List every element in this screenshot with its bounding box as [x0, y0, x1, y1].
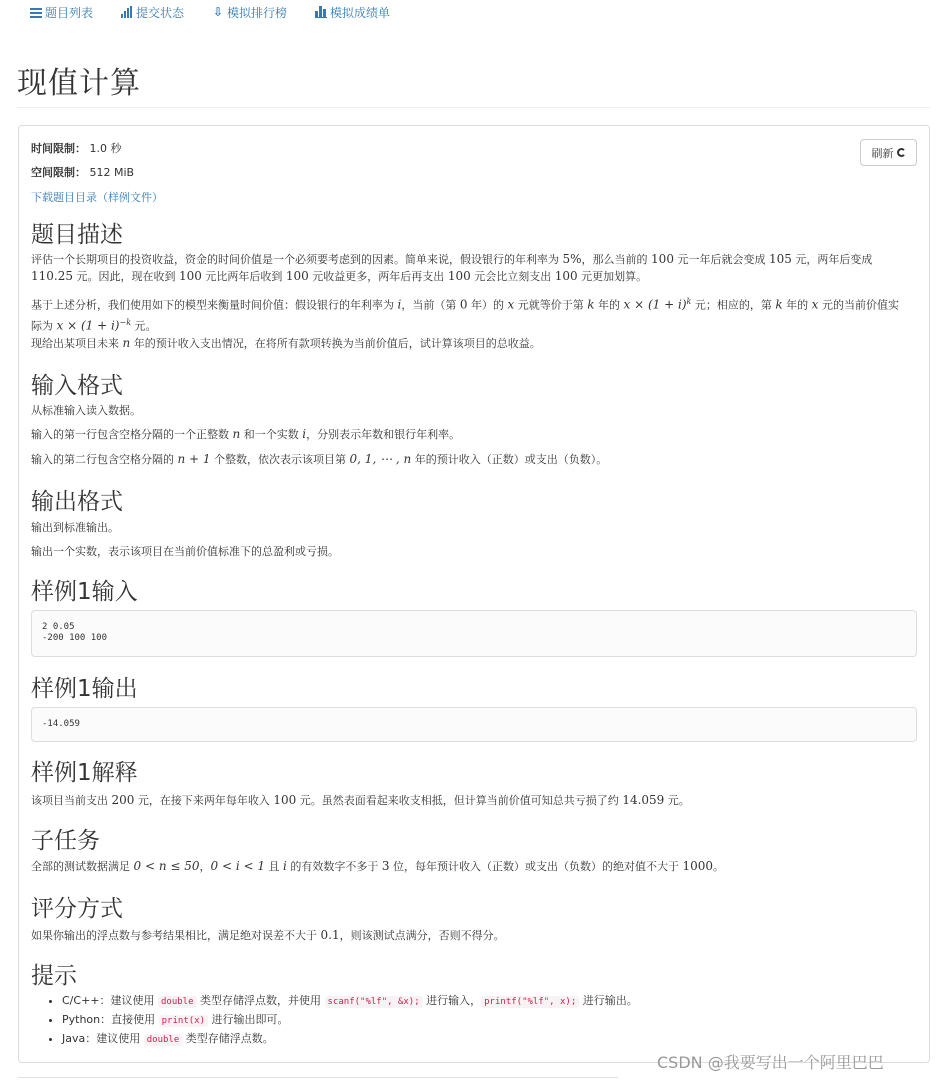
math: 1000 [682, 859, 714, 873]
math: x [811, 297, 819, 312]
text: 元，两年后变成 [791, 253, 873, 266]
sample-input-line-2: -200 100 100 [42, 633, 108, 643]
math: i [397, 297, 402, 312]
sample-output-block [31, 707, 917, 742]
text: 现给出某项目未来 [31, 337, 123, 350]
nav-mock-scores[interactable] [315, 4, 390, 21]
text: 年的 [782, 298, 812, 312]
nav-submission-status-label: 提交状态 [136, 5, 185, 20]
text: C/C++：建议使用 [62, 994, 158, 1007]
text: 的有效数字不多于 [286, 860, 382, 873]
text: 年的预计收入支出情况，在将所有款项转换为当前价值后，试计算该项目的总收益。 [130, 337, 541, 350]
download-link[interactable]: 下载题目目录（样例文件） [31, 191, 163, 204]
text: 元会比立刻支出 [470, 270, 555, 283]
subtask-paragraph [31, 858, 901, 875]
signal-icon [121, 6, 133, 18]
code: double [158, 996, 197, 1008]
text: 年）的 [467, 298, 508, 312]
input-heading: 输入格式 [31, 373, 123, 399]
scoring-paragraph [31, 927, 901, 944]
math: x [507, 297, 515, 312]
text: 该项目当前支出 [31, 794, 112, 807]
math: 5% [562, 252, 582, 266]
math: 100 [273, 793, 297, 807]
output-heading: 输出格式 [31, 489, 123, 515]
math: i [282, 859, 287, 873]
math: 100 [447, 269, 471, 283]
math: 105 [768, 252, 792, 266]
top-nav [30, 4, 418, 20]
text: 输入的第二行包含空格分隔的 [31, 453, 178, 466]
text: 如果你输出的浮点数与参考结果相比，满足绝对误差不大于 [31, 929, 321, 942]
code: print(x) [159, 1015, 208, 1027]
text: 元收益更多，两年后再支出 [308, 270, 448, 283]
text: 元。虽然表面看起来收支相抵，但计算当前价值可知总共亏损了约 [296, 794, 623, 807]
code: printf("%lf", x); [481, 996, 579, 1008]
text: 基于上述分析，我们使用如下的模型来衡量时间价值：假设银行的年利率为 [31, 298, 398, 312]
math: 100 [179, 269, 202, 283]
space-limit-label: 空间限制： [31, 166, 86, 179]
hint-heading: 提示 [31, 963, 77, 989]
text: 输入的第一行包含空格分隔的一个正整数 [31, 428, 233, 441]
description-heading: 题目描述 [31, 222, 123, 248]
text: 类型存储浮点数。 [182, 1032, 274, 1045]
text: 元。 [664, 794, 690, 807]
nav-problem-list[interactable] [30, 4, 93, 21]
hint-item-cpp [62, 992, 638, 1011]
nav-submission-status[interactable] [121, 4, 184, 21]
text: 元，在接下来两年每年收入 [134, 794, 274, 807]
text: 元一年后就会变成 [673, 253, 769, 266]
refresh-icon [897, 148, 906, 157]
text: 和一个实数 [240, 428, 303, 441]
hint-list [62, 992, 638, 1049]
description-paragraph-1 [31, 251, 901, 285]
sample-explain-paragraph [31, 792, 901, 809]
text: 评估一个长期项目的投资收益，资金的时间价值是一个必须要考虑到的因素。简单来说，假设银行的年利率为 [31, 253, 563, 266]
sample-input-heading: 样例1输入 [31, 579, 138, 605]
watermark: CSDN @我要写出一个阿里巴巴 [657, 1053, 884, 1072]
title-divider [17, 107, 930, 108]
text: 际为 [31, 319, 57, 333]
sample-output-heading: 样例1输出 [31, 676, 138, 702]
math: 0 < i < 1 [210, 859, 265, 873]
math: 0.1 [320, 928, 340, 942]
sample-output-line-1: -14.059 [42, 719, 80, 729]
hint-item-java [62, 1030, 638, 1049]
math: x × (1 + i) [623, 297, 687, 312]
text: ，那么当前的 [581, 253, 652, 266]
math: n [122, 336, 131, 350]
list-icon [30, 8, 42, 18]
sample-input-line-1: 2 0.05 [42, 622, 75, 632]
text: Java：建议使用 [62, 1032, 144, 1045]
math: 14.059 [622, 793, 665, 807]
text: 元的当前价值实 [818, 298, 899, 312]
scoring-heading: 评分方式 [31, 896, 123, 922]
text: 进行输入， [422, 994, 482, 1007]
description-paragraph-2 [31, 293, 901, 334]
math: n + 1 [177, 452, 211, 466]
text: ， [199, 860, 211, 873]
input-paragraph-3 [31, 451, 901, 468]
math: k [686, 297, 692, 306]
math: 0 [459, 297, 468, 312]
text: ，则该测试点满分，否则不得分。 [339, 929, 505, 942]
math: 0, 1, ⋯ , n [349, 452, 412, 466]
stats-icon [315, 6, 327, 18]
text: 进行输出。 [579, 994, 638, 1007]
math: n [232, 427, 241, 441]
text: 类型存储浮点数，并使用 [196, 994, 325, 1007]
text: 元就等价于第 [514, 298, 588, 312]
sort-icon: ⇩ [213, 5, 224, 19]
input-paragraph-2 [31, 426, 901, 443]
nav-mock-ranking-label: 模拟排行榜 [227, 5, 288, 20]
space-limit-value: 512 MiB [89, 166, 135, 179]
subtask-heading: 子任务 [31, 828, 100, 854]
nav-problem-list-label: 题目列表 [45, 5, 94, 20]
text: Python：直接使用 [62, 1013, 159, 1026]
nav-mock-ranking[interactable] [212, 4, 287, 21]
math: 100 [651, 252, 674, 266]
math: k [775, 297, 783, 312]
text: 元。 [131, 319, 157, 333]
input-paragraph-1: 从标准输入读入数据。 [31, 404, 141, 417]
time-limit-label: 时间限制： [31, 142, 86, 155]
text: 元更加划算。 [577, 270, 648, 283]
description-paragraph-3 [31, 335, 901, 352]
math: 200 [111, 793, 135, 807]
refresh-button-label: 刷新 [871, 146, 894, 160]
time-limit-value: 1.0 秒 [89, 142, 122, 155]
text: 且 [264, 860, 283, 873]
nav-mock-scores-label: 模拟成绩单 [330, 5, 391, 20]
refresh-button[interactable] [860, 139, 917, 166]
text: ，分别表示年数和银行年利率。 [306, 428, 461, 441]
text: 元；相应的，第 [691, 298, 776, 312]
code: double [144, 1034, 183, 1046]
space-limit [31, 164, 134, 180]
text: 位，每年预计收入（正数）或支出（负数）的绝对值不大于 [389, 860, 683, 873]
math: 3 [381, 859, 390, 873]
math: x × (1 + i) [56, 318, 120, 333]
text: 年的 [594, 298, 624, 312]
text: ，当前（第 [401, 298, 460, 312]
math: i [302, 427, 307, 441]
output-paragraph-1: 输出到标准输出。 [31, 521, 119, 534]
math: 0 < n ≤ 50 [133, 859, 200, 873]
output-paragraph-2: 输出一个实数，表示该项目在当前价值标准下的总盈利或亏损。 [31, 545, 339, 558]
math: −k [119, 317, 132, 327]
text: 元比两年后收到 [201, 270, 286, 283]
text: 年的预计收入（正数）或支出（负数）。 [411, 453, 608, 466]
math: 110.25 [31, 269, 73, 283]
page-title: 现值计算 [17, 66, 141, 101]
hint-item-python [62, 1011, 638, 1030]
text: 进行输出即可。 [208, 1013, 289, 1026]
text: 元。因此，现在收到 [73, 270, 179, 283]
sample-input-block [31, 610, 917, 657]
bottom-divider [18, 1077, 618, 1078]
math: 100 [554, 269, 578, 283]
problem-panel [18, 125, 930, 1063]
code: scanf("%lf", &x); [325, 996, 423, 1008]
math: k [587, 297, 595, 312]
sample-explain-heading: 样例1解释 [31, 760, 138, 786]
text: 全部的测试数据满足 [31, 860, 134, 873]
text: 。 [713, 860, 725, 873]
text: 个整数，依次表示该项目第 [210, 453, 350, 466]
math: 100 [285, 269, 309, 283]
time-limit [31, 140, 122, 156]
